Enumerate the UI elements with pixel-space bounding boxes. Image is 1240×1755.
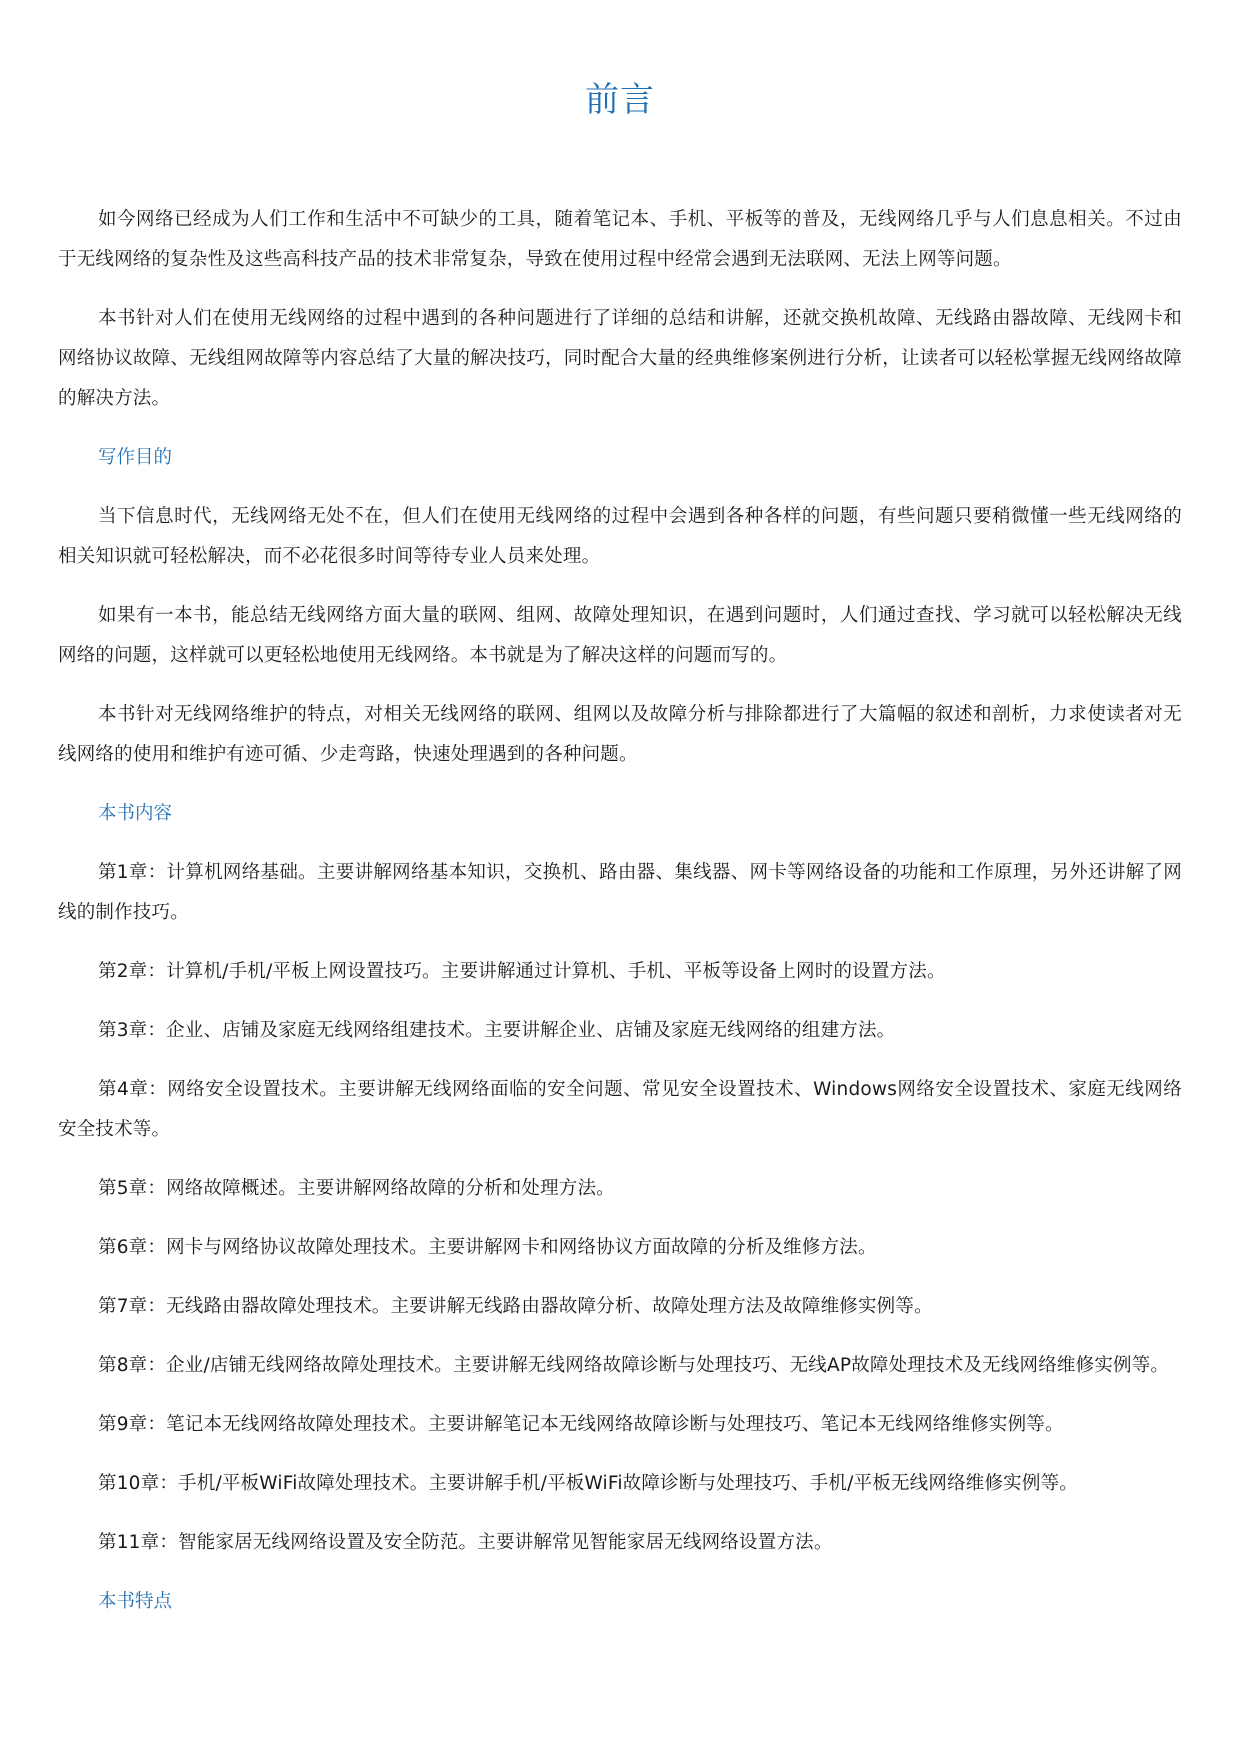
- chapter-item: 第11章：智能家居无线网络设置及安全防范。主要讲解常见智能家居无线网络设置方法。: [98, 1532, 833, 1553]
- purpose-paragraph: 当下信息时代，无线网络无处不在，但人们在使用无线网络的过程中会遇到各种各样的问题，有些问题只要稍微懂一些无线网络的相关知识就可轻松解决，而不必花很多时间等待专业人员来处理。: [58, 506, 1182, 567]
- chapter-item: 第6章：网卡与网络协议故障处理技术。主要讲解网卡和网络协议方面故障的分析及维修方法。: [98, 1237, 877, 1258]
- chapter-item: 第1章：计算机网络基础。主要讲解网络基本知识，交换机、路由器、集线器、网卡等网络设备的功能和工作原理，另外还讲解了网线的制作技巧。: [58, 862, 1182, 923]
- intro-paragraph: 本书针对人们在使用无线网络的过程中遇到的各种问题进行了详细的总结和讲解，还就交换机故障、无线路由器故障、无线网卡和网络协议故障、无线组网故障等内容总结了大量的解决技巧，同时配合大量的经典维修案例进行分析，让读者可以轻松掌握无线网络故障的解决方法。: [58, 308, 1182, 409]
- chapter-item: 第4章：网络安全设置技术。主要讲解无线网络面临的安全问题、常见安全设置技术、Windows网络安全设置技术、家庭无线网络安全技术等。: [58, 1079, 1182, 1140]
- chapter-item: 第2章：计算机/手机/平板上网设置技巧。主要讲解通过计算机、手机、平板等设备上网时的设置方法。: [98, 961, 946, 982]
- chapter-item: 第10章：手机/平板WiFi故障处理技术。主要讲解手机/平板WiFi故障诊断与处理技巧、手机/平板无线网络维修实例等。: [98, 1473, 1078, 1494]
- chapter-item: 第5章：网络故障概述。主要讲解网络故障的分析和处理方法。: [98, 1178, 615, 1199]
- section-heading-purpose: 写作目的: [98, 447, 173, 468]
- chapter-item: 第7章：无线路由器故障处理技术。主要讲解无线路由器故障分析、故障处理方法及故障维修实例等。: [98, 1296, 933, 1317]
- chapter-item: 第3章：企业、店铺及家庭无线网络组建技术。主要讲解企业、店铺及家庭无线网络的组建方法。: [98, 1020, 896, 1041]
- purpose-paragraph: 如果有一本书，能总结无线网络方面大量的联网、组网、故障处理知识，在遇到问题时，人们通过查找、学习就可以轻松解决无线网络的问题，这样就可以更轻松地使用无线网络。本书就是为了解决这样的问题而写的。: [58, 605, 1182, 666]
- purpose-paragraph: 本书针对无线网络维护的特点，对相关无线网络的联网、组网以及故障分析与排除都进行了大篇幅的叙述和剖析，力求使读者对无线网络的使用和维护有迹可循、少走弯路，快速处理遇到的各种问题。: [58, 704, 1182, 765]
- chapter-item: 第9章：笔记本无线网络故障处理技术。主要讲解笔记本无线网络故障诊断与处理技巧、笔记本无线网络维修实例等。: [98, 1414, 1064, 1435]
- document-body: [58, 200, 1182, 1641]
- intro-paragraph: 如今网络已经成为人们工作和生活中不可缺少的工具，随着笔记本、手机、平板等的普及，无线网络几乎与人们息息相关。不过由于无线网络的复杂性及这些高科技产品的技术非常复杂，导致在使用过程中经常会遇到无法联网、无法上网等问题。: [58, 209, 1182, 270]
- section-heading-features: 本书特点: [98, 1591, 173, 1612]
- section-heading-contents: 本书内容: [98, 803, 173, 824]
- chapter-item: 第8章：企业/店铺无线网络故障处理技术。主要讲解无线网络故障诊断与处理技巧、无线AP故障处理技术及无线网络维修实例等。: [98, 1355, 1170, 1376]
- page-title: 前言: [585, 80, 655, 120]
